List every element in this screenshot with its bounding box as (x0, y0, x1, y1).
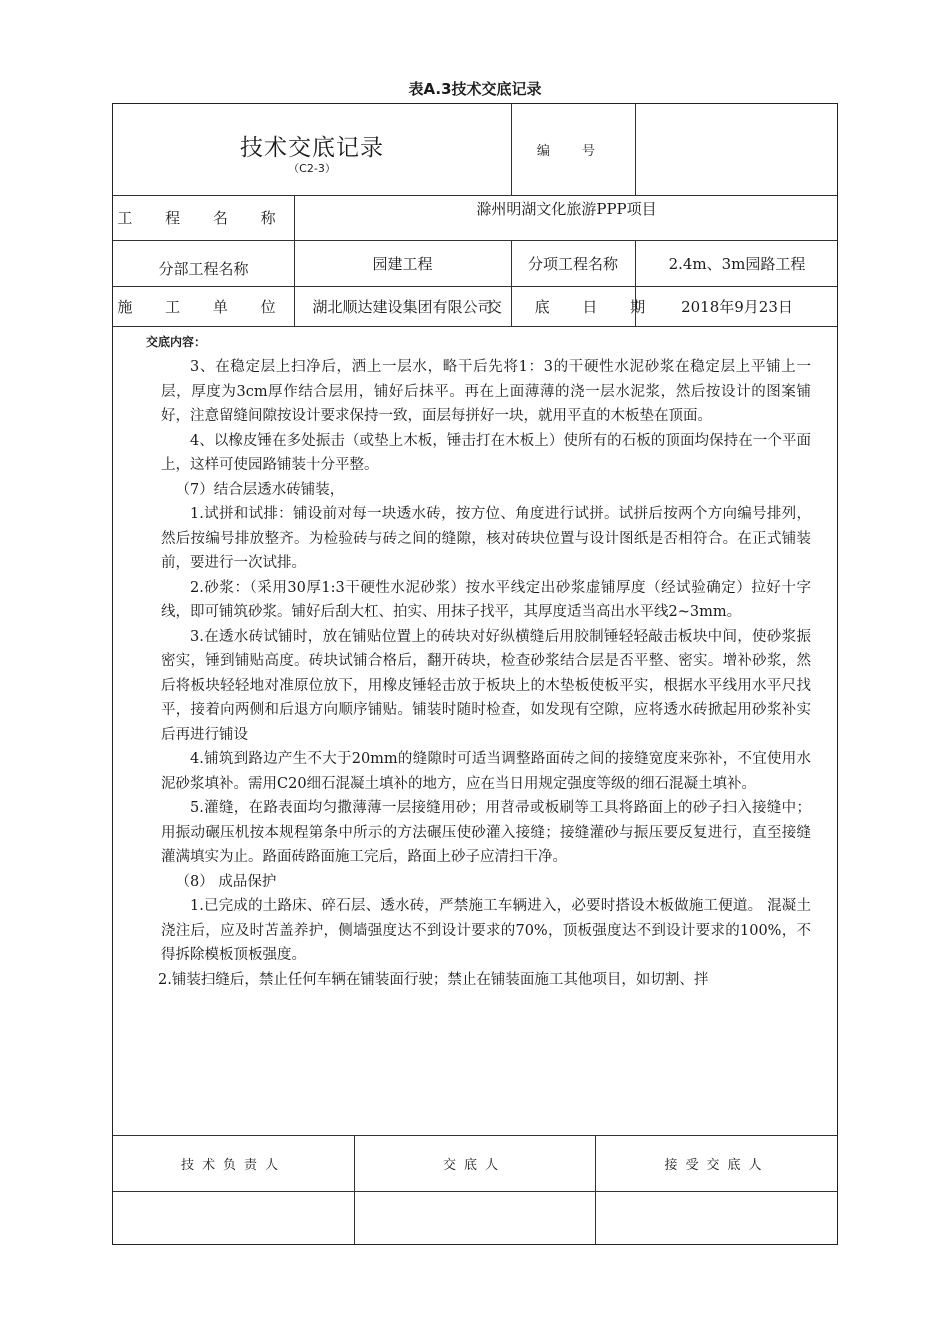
content-label: 交底内容： (146, 335, 207, 349)
content-paragraph: （8） 成品保护 (175, 873, 277, 890)
project-name-label: 工 程 名 称 (117, 209, 290, 227)
table-caption: 表A.3技术交底记录 (408, 80, 542, 98)
form-title: 技术交底记录 (240, 134, 384, 161)
tech-lead-signature[interactable] (113, 1191, 354, 1244)
presenter-label: 交底人 (442, 1157, 506, 1173)
content-paragraph: （7）结合层透水砖铺装， (175, 481, 345, 498)
content-paragraph: 2.铺装扫缝后，禁止任何车辆在铺装面行驶；禁止在铺装面施工其他项目，如切割、拌 (158, 971, 709, 988)
item-value: 2.4m、3m园路工程 (668, 254, 806, 273)
subproject-value: 园建工程 (372, 254, 433, 273)
number-label: 编 号 (536, 144, 610, 159)
receiver-label: 接受交底人 (664, 1157, 770, 1173)
project-name-value: 滁州明湖文化旅游PPP项目 (476, 199, 657, 218)
presenter-signature[interactable] (354, 1191, 595, 1244)
content-paragraph: 1.已完成的土路床、碎石层、透水砖，严禁施工车辆进入，必要时搭设木板做施工便道。 混凝土浇注后，应及时苫盖养护，侧墙强度达不到设计要求的70%，顶板强度达不到设计要求的100%，不得拆除模板顶板强度。 (161, 898, 811, 963)
disclosure-form (112, 103, 838, 1245)
subproject-label: 分部工程名称 (158, 259, 249, 278)
content-paragraph: 3.在透水砖试铺时，放在铺贴位置上的砖块对好纵横缝后用胶制锤轻轻敲击板块中间，使砂浆振密实，锤到铺贴高度。砖块试铺合格后，翻开砖块，检查砂浆结合层是否平整、密实。增补砂浆，然后将板块轻轻地对准原位放下，用橡皮锤轻击放于板块上的木垫板使板平实，根据水平线用水平尺找平，接着向两侧和后退方向顺序铺贴。铺装时随时检查，如发现有空隙，应将透水砖掀起用砂浆补实后再进行铺设 (161, 628, 811, 743)
date-label: 交 底 日 期 (486, 297, 660, 316)
content-paragraph: 3、在稳定层上扫净后，洒上一层水，略干后先将1：3的干硬性水泥砂浆在稳定层上平铺上一层，厚度为3cm厚作结合层用，铺好后抹平。再在上面薄薄的浇一层水泥浆，然后按设计的图案铺好，注意留缝间隙按设计要求保持一致，面层每拼好一块，就用平直的木板垫在顶面。 (161, 359, 811, 424)
content-paragraph: 5.灌缝，在路表面均匀撒薄薄一层接缝用砂；用苕帚或板刷等工具将路面上的砂子扫入接缝中；用振动碾压机按本规程第条中所示的方法碾压使砂灌入接缝；接缝灌砂与振压要反复进行，直至接缝灌满填实为止。路面砖路面施工完后，路面上砂子应清扫干净。 (161, 800, 811, 865)
tech-lead-label: 技术负责人 (180, 1157, 286, 1173)
content-paragraph: 4.铺筑到路边产生不大于20mm的缝隙时可适当调整路面砖之间的接缝宽度来弥补，不宜使用水泥砂浆填补。需用C20细石混凝土填补的地方，应在当日用规定强度等级的细石混凝土填补。 (161, 751, 811, 792)
content-paragraph: 2.砂浆：（采用30厚1:3干硬性水泥砂浆）按水平线定出砂浆虚铺厚度（经试验确定）拉好十字线，即可铺筑砂浆。铺好后刮大杠、拍实、用抹子找平，其厚度适当高出水平线2~3mm。 (161, 579, 811, 620)
receiver-signature[interactable] (595, 1191, 839, 1244)
number-value[interactable] (635, 104, 839, 195)
date-value: 2018年9月23日 (681, 297, 793, 316)
content-paragraph: 1.试拼和试排：铺设前对每一块透水砖，按方位、角度进行试拼。试拼后按两个方向编号排列，然后按编号排放整齐。为检验砖与砖之间的缝隙，核对砖块位置与设计图纸是否相符合。在正式铺装前，要进行一次试排。 (161, 506, 811, 571)
row-divider (113, 326, 837, 327)
content-paragraph: 4、以橡皮锤在多处振击（或垫上木板，锤击打在木板上）使所有的石板的顶面均保持在一个平面上，这样可使园路铺装十分平整。 (161, 432, 811, 473)
item-label: 分项工程名称 (527, 254, 618, 273)
form-code: （C2-3） (288, 162, 336, 175)
content-body (158, 355, 811, 992)
unit-label: 施 工 单 位 (117, 297, 290, 316)
unit-value: 湖北顺达建设集团有限公司 (312, 297, 493, 316)
